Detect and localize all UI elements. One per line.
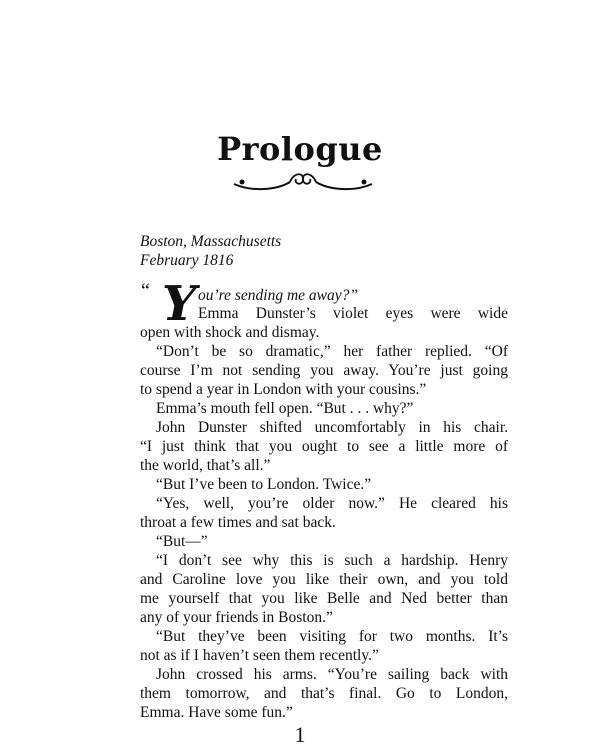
- text-line: “But—”: [156, 533, 208, 550]
- first-line-italic: ou’re sending me away?”: [198, 287, 359, 304]
- text-line: to spend a year in London with your cousins.”: [140, 381, 427, 398]
- text-line: any of your friends in Boston.”: [140, 609, 333, 626]
- text-line: “But they’ve been visiting for two months. It’s: [156, 628, 508, 645]
- text-line: open with shock and dismay.: [140, 324, 320, 341]
- text-line: “Yes, well, you’re older now.” He cleared his: [156, 495, 508, 512]
- text-line: “I just think that you ought to see a little more of: [140, 438, 508, 455]
- drop-cap-letter: Y: [162, 276, 197, 332]
- open-quote: “: [141, 280, 150, 302]
- text-line: “I don’t see why this is such a hardship. Henry: [156, 552, 508, 569]
- text-line: and Caroline love you like their own, and you told: [140, 571, 508, 588]
- text-line: Emma Dunster’s violet eyes were wide: [198, 305, 508, 322]
- text-line: the world, that’s all.”: [140, 457, 271, 474]
- page-number: 1: [294, 722, 306, 747]
- text-line: throat a few times and sat back.: [140, 514, 336, 531]
- chapter-title: Prologue: [217, 130, 383, 168]
- text-line: course I’m not sending you away. You’re just going: [140, 362, 508, 379]
- text-line: not as if I haven’t seen them recently.”: [140, 647, 379, 664]
- dateline-date: February 1816: [140, 252, 234, 269]
- text-line: me yourself that you like Belle and Ned better than: [140, 590, 508, 607]
- swirl-ornament-icon: [232, 168, 374, 194]
- text-line: Emma. Have some fun.”: [140, 704, 293, 721]
- text-line: them tomorrow, and that’s final. Go to London,: [140, 685, 508, 702]
- dateline-place: Boston, Massachusetts: [140, 233, 282, 250]
- text-line: “Don’t be so dramatic,” her father replied. “Of: [156, 343, 508, 360]
- text-line: John crossed his arms. “You’re sailing back with: [156, 666, 508, 683]
- text-line: Emma’s mouth fell open. “But . . . why?”: [156, 400, 414, 417]
- text-line: “But I’ve been to London. Twice.”: [156, 476, 372, 493]
- text-line: John Dunster shifted uncomfortably in his chair.: [156, 419, 508, 436]
